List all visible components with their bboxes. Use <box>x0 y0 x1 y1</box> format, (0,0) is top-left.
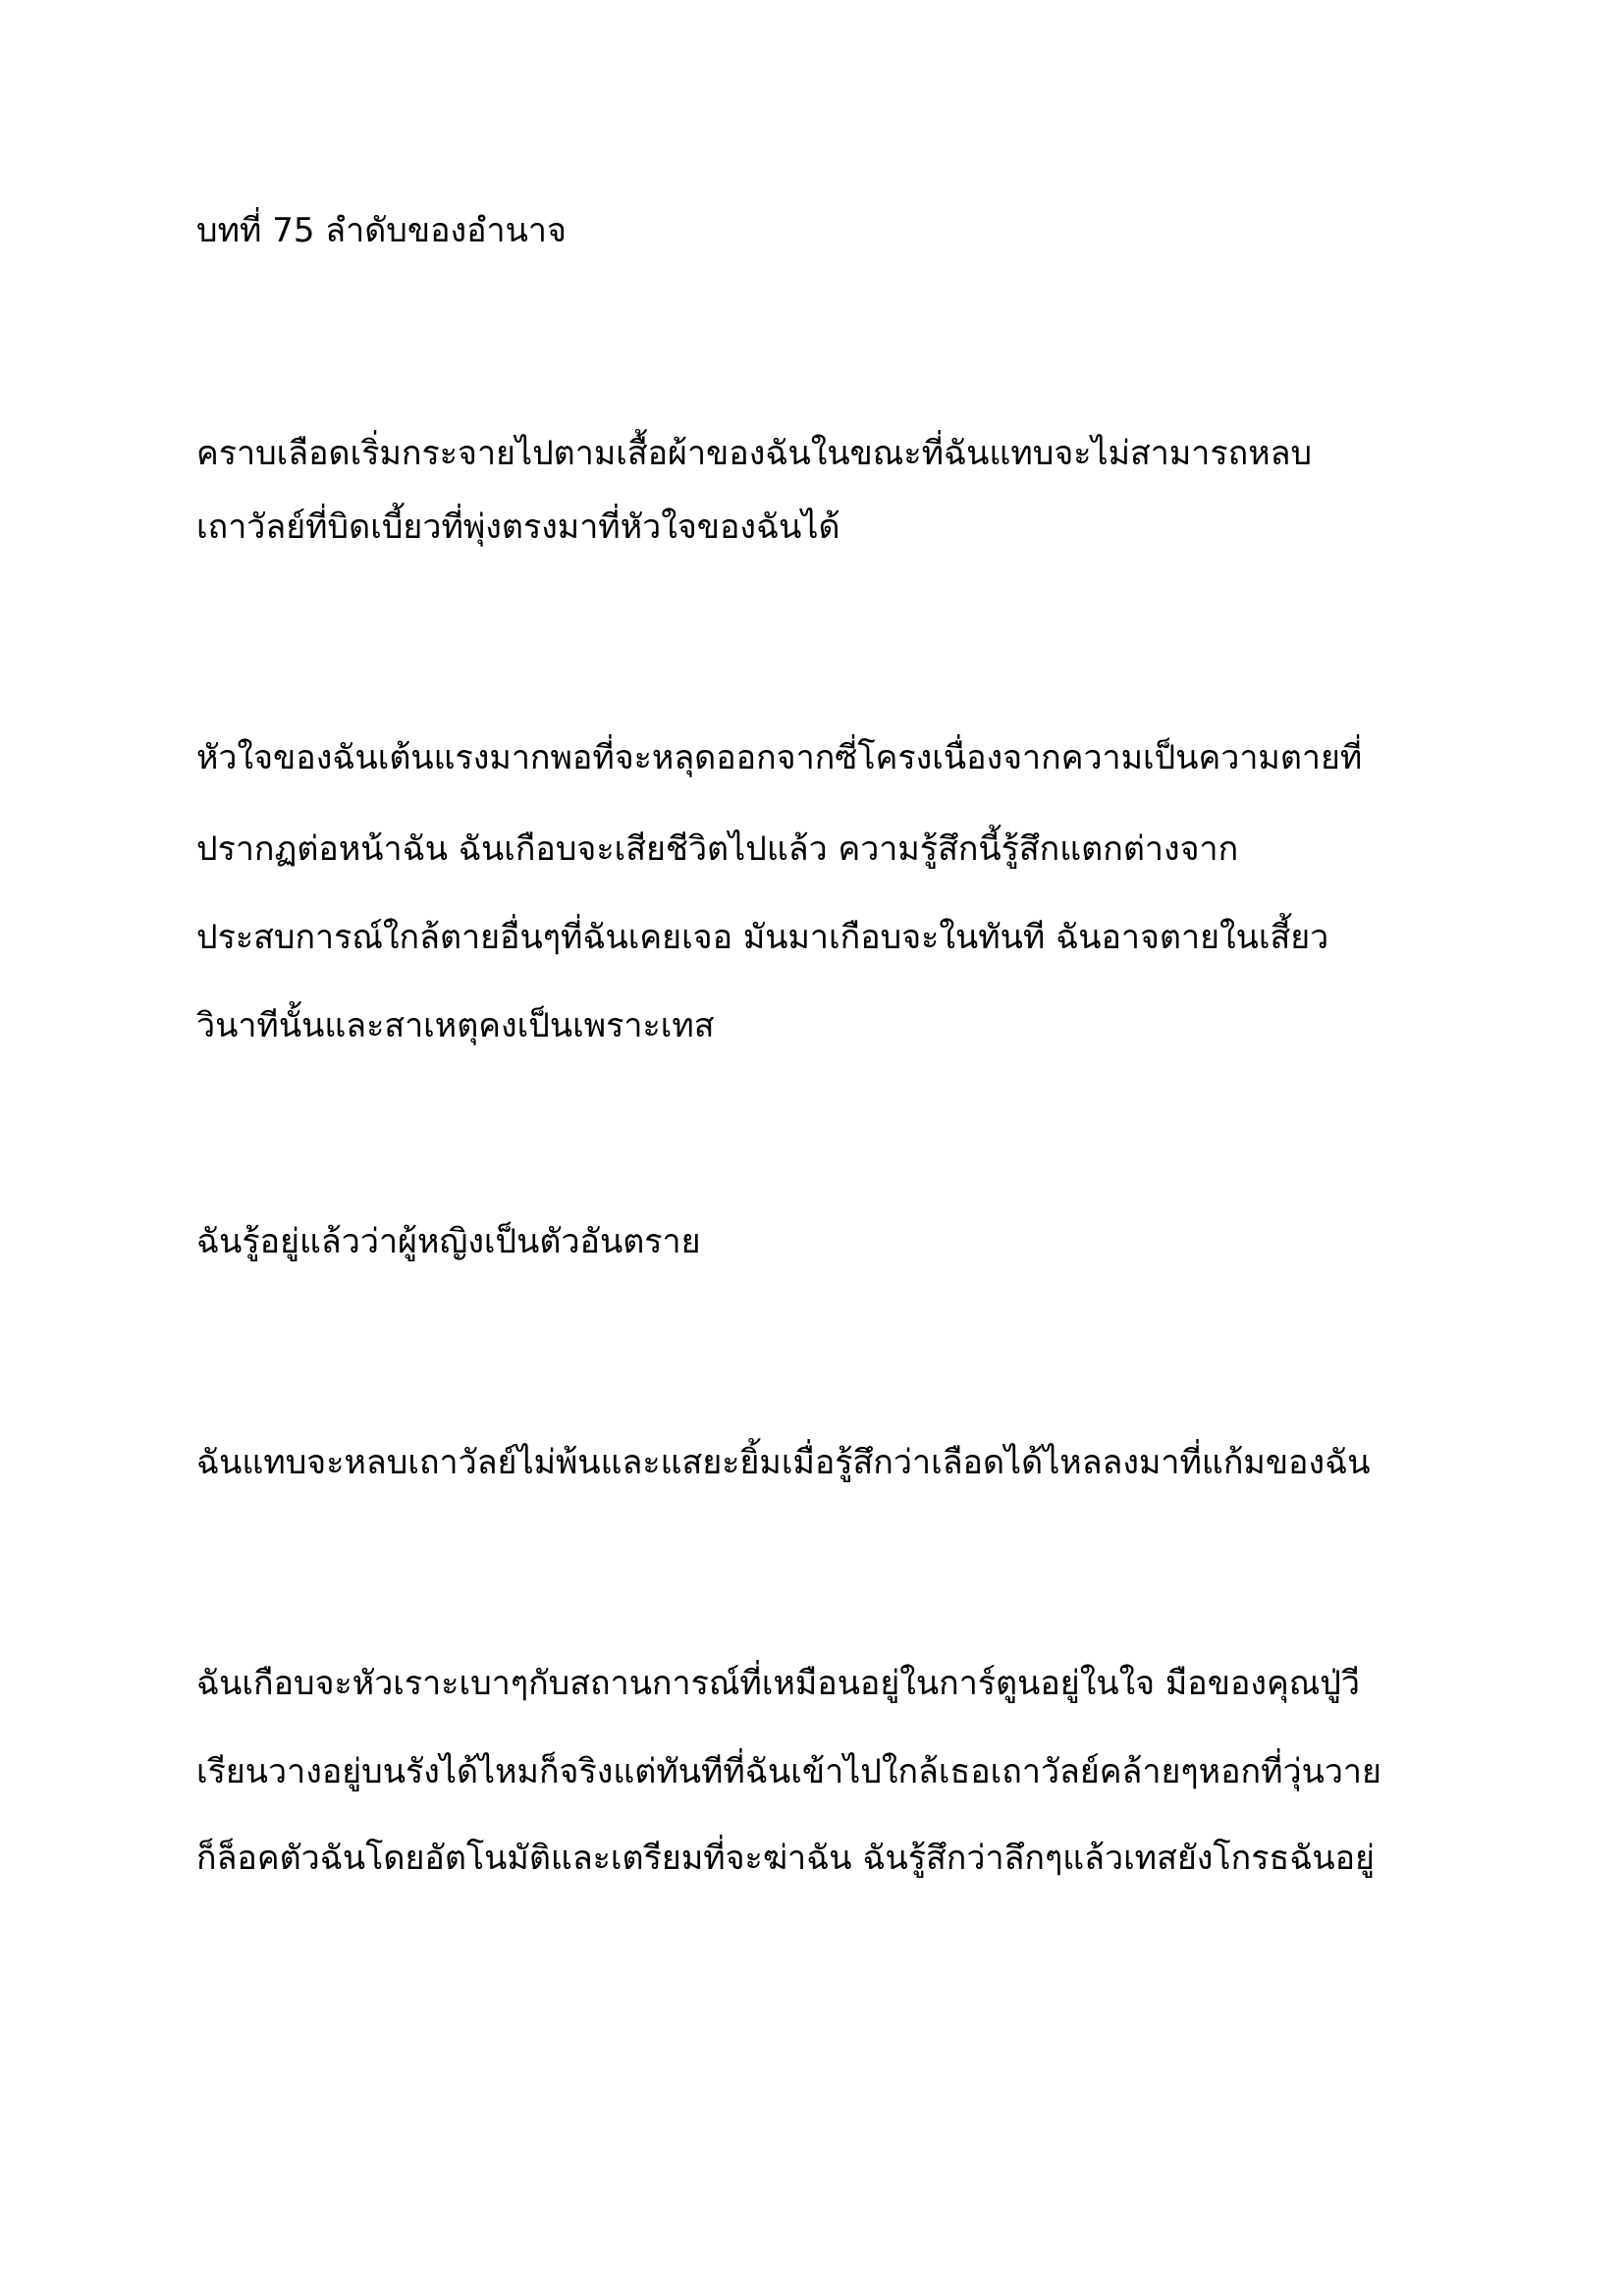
paragraph-1-line-1: คราบเลือดเริ่มกระจายไปตามเสื้อผ้าของฉันในขณะที่ฉันแทบจะไม่สามารถหลบ <box>196 434 1313 473</box>
paragraph-5-line-2: เรียนวางอยู่บนรังได้ไหมก็จริงแต่ทันทีที่ฉันเข้าไปใกล้เธอเถาวัลย์คล้ายๆหอกที่วุ่นวาย <box>196 1752 1381 1791</box>
paragraph-5-line-3: ก็ล็อคตัวฉันโดยอัตโนมัติและเตรียมที่จะฆ่าฉัน ฉันรู้สึกว่าลึกๆแล้วเทสยังโกรธฉันอยู่ <box>196 1839 1375 1878</box>
paragraph-4-line-1: ฉันแทบจะหลบเถาวัลย์ไม่พ้นและแสยะยิ้มเมื่อรู้สึกว่าเลือดได้ไหลลงมาที่แก้มของฉัน <box>196 1443 1371 1482</box>
chapter-title: บทที่ 75 ลำดับของอำนาจ <box>196 211 567 250</box>
paragraph-2-line-3: ประสบการณ์ใกล้ตายอื่นๆที่ฉันเคยเจอ มันมาเกือบจะในทันที ฉันอาจตายในเสี้ยว <box>196 918 1329 957</box>
paragraph-1-line-2: เถาวัลย์ที่บิดเบี้ยวที่พุ่งตรงมาที่หัวใจของฉันได้ <box>196 507 840 547</box>
paragraph-2-line-2: ปรากฏต่อหน้าฉัน ฉันเกือบจะเสียชีวิตไปแล้ว ความรู้สึกนี้รู้สึกแตกต่างจาก <box>196 829 1239 869</box>
paragraph-5-line-1: ฉันเกือบจะหัวเราะเบาๆกับสถานการณ์ที่เหมือนอยู่ในการ์ตูนอยู่ในใจ มือของคุณปู่วี <box>196 1664 1360 1703</box>
paragraph-2-line-1: หัวใจของฉันเต้นแรงมากพอที่จะหลุดออกจากซี่โครงเนื่องจากความเป็นความตายที่ <box>196 738 1363 777</box>
paragraph-2-line-4: วินาทีนั้นและสาเหตุคงเป็นเพราะเทส <box>196 1006 715 1045</box>
paragraph-3-line-1: ฉันรู้อยู่แล้วว่าผู้หญิงเป็นตัวอันตราย <box>196 1222 701 1261</box>
